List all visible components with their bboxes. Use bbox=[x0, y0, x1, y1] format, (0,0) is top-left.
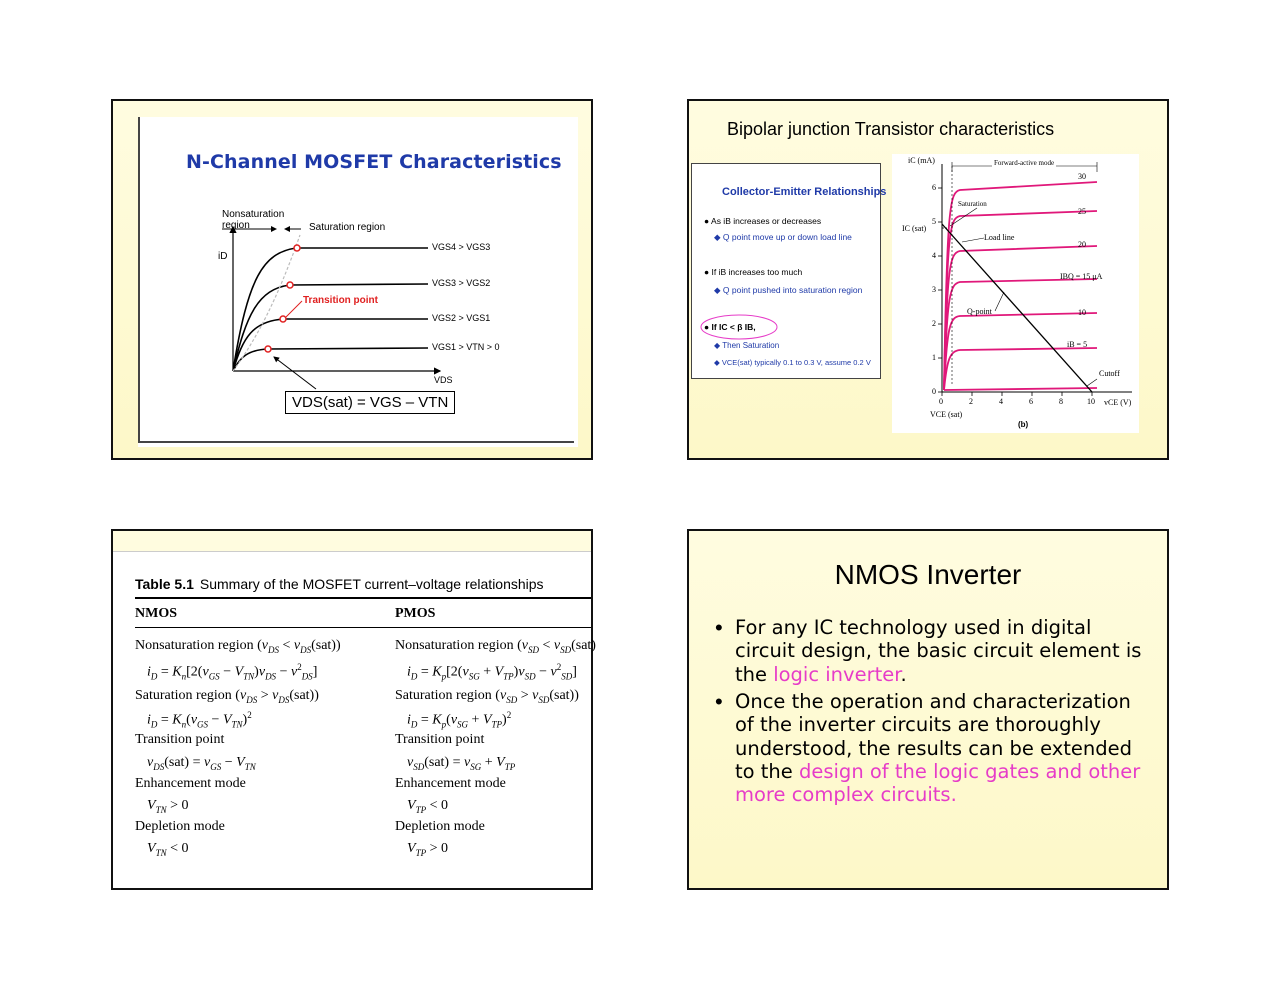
curve-label: 10 bbox=[1078, 308, 1086, 317]
ib-curve-5 bbox=[944, 348, 1097, 390]
curve-label: 20 bbox=[1078, 240, 1086, 249]
slide-nmos-inverter bbox=[687, 529, 1169, 890]
slide-title: Bipolar junction Transistor characteristics bbox=[727, 119, 1055, 139]
saturation-label: Saturation bbox=[958, 200, 987, 208]
collector-emitter-panel bbox=[691, 163, 887, 379]
nmos-enh-row: Enhancement mode bbox=[135, 776, 246, 791]
load-line-label: Load line bbox=[984, 233, 1015, 242]
slide-title: NMOS Inverter bbox=[834, 559, 1022, 590]
ib-curve-10 bbox=[944, 313, 1097, 390]
x-tick: 2 bbox=[969, 397, 973, 406]
nmos-transition-eq: $v_{DS}(sat) = v_{GS} - V_{TN}$ bbox=[147, 755, 256, 772]
vds-sat-equation: VDS(sat) = VGS – VTN bbox=[285, 391, 455, 414]
highlight-text: design of the logic gates and other more complex circuits bbox=[735, 759, 1141, 807]
slide-mosfet-summary-table bbox=[111, 529, 596, 890]
panel-heading: Collector-Emitter Relationships bbox=[722, 186, 887, 198]
slide-title: N-Channel MOSFET Characteristics bbox=[186, 151, 562, 173]
equation-pointer bbox=[274, 357, 316, 389]
curve-label-vgs4: VGS4 > VGS3 bbox=[432, 242, 491, 252]
y-axis-label: iD bbox=[218, 251, 228, 262]
bullet-item: ● As iB increases or decreases bbox=[704, 216, 822, 226]
y-tick: 3 bbox=[932, 285, 936, 294]
q-point-label: Q-point bbox=[967, 307, 992, 316]
bullet-item: ● If iB increases too much bbox=[704, 267, 803, 277]
ib-curve-15 bbox=[944, 279, 1097, 390]
ib-curve-20 bbox=[944, 246, 1097, 390]
x-axis-unit: vCE (V) bbox=[1104, 398, 1132, 407]
bjt-curves bbox=[892, 154, 1139, 433]
table-rule bbox=[135, 627, 591, 628]
table-rule bbox=[135, 597, 591, 599]
nmos-dep-eq: $V_{TN} < 0$ bbox=[147, 841, 189, 858]
pmos-sat-eq: $i_D = K_p(v_{SG} + V_{TP})^2$ bbox=[407, 710, 512, 730]
figure-caption: (b) bbox=[1018, 420, 1029, 429]
pmos-enh-eq: $V_{TP} < 0$ bbox=[407, 798, 448, 815]
bullet-dot: • bbox=[715, 615, 723, 640]
pmos-dep-eq: $V_{TP} > 0$ bbox=[407, 841, 448, 858]
ib-label: iB = 5 bbox=[1067, 340, 1088, 349]
pmos-transition-eq: $v_{SD}(sat) = v_{SG} + V_{TP}$ bbox=[407, 755, 516, 772]
curve-vgs4 bbox=[233, 248, 428, 371]
x-tick: 8 bbox=[1059, 397, 1063, 406]
forward-active-label: Forward-active mode bbox=[994, 159, 1055, 167]
bullet-item: ◆ Then Saturation bbox=[714, 341, 780, 350]
y-axis-unit: iC (mA) bbox=[908, 156, 935, 165]
curve-label-vgs1: VGS1 > VTN > 0 bbox=[432, 342, 500, 352]
transition-point-label: Transition point bbox=[303, 295, 378, 306]
bullet-1: For any IC technology used in digital circuit design, the basic circuit element is the logic inverter. bbox=[735, 616, 1142, 686]
col-header-pmos: PMOS bbox=[395, 606, 436, 621]
x-tick: 10 bbox=[1087, 397, 1095, 406]
y-tick: 2 bbox=[932, 319, 936, 328]
x-tick: 6 bbox=[1029, 397, 1033, 406]
ic-sat-label: IC (sat) bbox=[902, 224, 927, 233]
y-tick: 4 bbox=[932, 251, 936, 260]
y-tick: 1 bbox=[932, 353, 936, 362]
x-tick: 0 bbox=[939, 397, 943, 406]
slide-mosfet-characteristics bbox=[111, 99, 593, 460]
curve-label: 30 bbox=[1078, 172, 1086, 181]
highlight-ellipse bbox=[692, 164, 882, 380]
y-tick: 0 bbox=[932, 387, 936, 396]
pmos-nonsat-row: Nonsaturation region ($v_{SD} < v_{SD}(sat)$ bbox=[395, 638, 596, 655]
col-header-nmos: NMOS bbox=[135, 606, 177, 621]
y-tick: 5 bbox=[932, 217, 936, 226]
ib-curve-25 bbox=[944, 211, 1097, 390]
x-tick: 4 bbox=[999, 397, 1003, 406]
bullet-2: Once the operation and characterization of the inverter circuits are thoroughly understood, the results can be extended to the design of the logic gates and other more complex circuits. bbox=[735, 690, 1141, 807]
highlight-text: logic inverter bbox=[773, 662, 901, 686]
bullet-dot: • bbox=[715, 689, 723, 714]
pmos-enh-row: Enhancement mode bbox=[395, 776, 506, 791]
table-caption: Table 5.1 Summary of the MOSFET current–voltage relationships bbox=[135, 576, 544, 592]
ibq-label: IBQ = 15 μA bbox=[1060, 272, 1103, 281]
nmos-dep-row: Depletion mode bbox=[135, 819, 225, 834]
ib-curve-0 bbox=[944, 388, 1097, 390]
nmos-transition-row: Transition point bbox=[135, 732, 225, 747]
vce-sat-label: VCE (sat) bbox=[930, 410, 963, 419]
nmos-sat-eq: $i_D = K_n(v_{GS} - V_{TN})^2$ bbox=[147, 710, 252, 730]
pmos-sat-row: Saturation region $(v_{SD} > v_{SD}(sat))$ bbox=[395, 688, 579, 705]
curve-vgs2 bbox=[233, 319, 428, 371]
pmos-nonsat-eq: $i_D = K_p[2(v_{SG} + V_{TP})v_{SD} - v^2_{SD}]$ bbox=[407, 662, 577, 682]
transition-pointer bbox=[286, 301, 302, 317]
curve-label-vgs2: VGS2 > VGS1 bbox=[432, 313, 491, 323]
bjt-output-graph bbox=[892, 154, 1139, 433]
bullet-item: ◆ Q point move up or down load line bbox=[714, 232, 852, 242]
nmos-nonsat-eq: $i_D = K_n[2(v_{GS} - V_{TN})v_{DS} - v^2_{DS}]$ bbox=[147, 662, 318, 682]
curve-vgs3 bbox=[233, 284, 428, 371]
cutoff-label: Cutoff bbox=[1099, 369, 1120, 378]
transition-dot bbox=[287, 282, 293, 288]
nonsat-label-2: region bbox=[222, 220, 250, 231]
slide-bjt-characteristics bbox=[687, 99, 1169, 460]
bullet-item: ◆ Q point pushed into saturation region bbox=[714, 285, 863, 295]
transition-dot bbox=[265, 346, 271, 352]
panel-top-line bbox=[113, 551, 591, 552]
bullet-item: ● If IC < β IB, bbox=[704, 322, 756, 332]
curve-label-vgs3: VGS3 > VGS2 bbox=[432, 278, 491, 288]
sat-region-label: Saturation region bbox=[309, 222, 386, 233]
nmos-sat-row: Saturation region $(v_{DS} > v_{DS}(sat))$ bbox=[135, 688, 319, 705]
transition-dot bbox=[280, 316, 286, 322]
mosfet-figure-panel bbox=[138, 117, 578, 447]
pmos-transition-row: Transition point bbox=[395, 732, 485, 747]
curve-label: 25 bbox=[1078, 207, 1086, 216]
y-tick: 6 bbox=[932, 183, 936, 192]
nmos-enh-eq: $V_{TN} > 0$ bbox=[147, 798, 189, 815]
x-axis-label: VDS bbox=[434, 375, 453, 385]
nonsat-label: Nonsaturation bbox=[222, 209, 285, 220]
bullet-item: ◆ VCE(sat) typically 0.1 to 0.3 V, assume 0.2 V bbox=[714, 358, 871, 367]
transition-dot bbox=[294, 245, 300, 251]
pmos-dep-row: Depletion mode bbox=[395, 819, 485, 834]
curve-vgs1 bbox=[233, 348, 428, 371]
nmos-nonsat-row: Nonsaturation region $(v_{DS} < v_{DS}(sat))$ bbox=[135, 638, 341, 655]
